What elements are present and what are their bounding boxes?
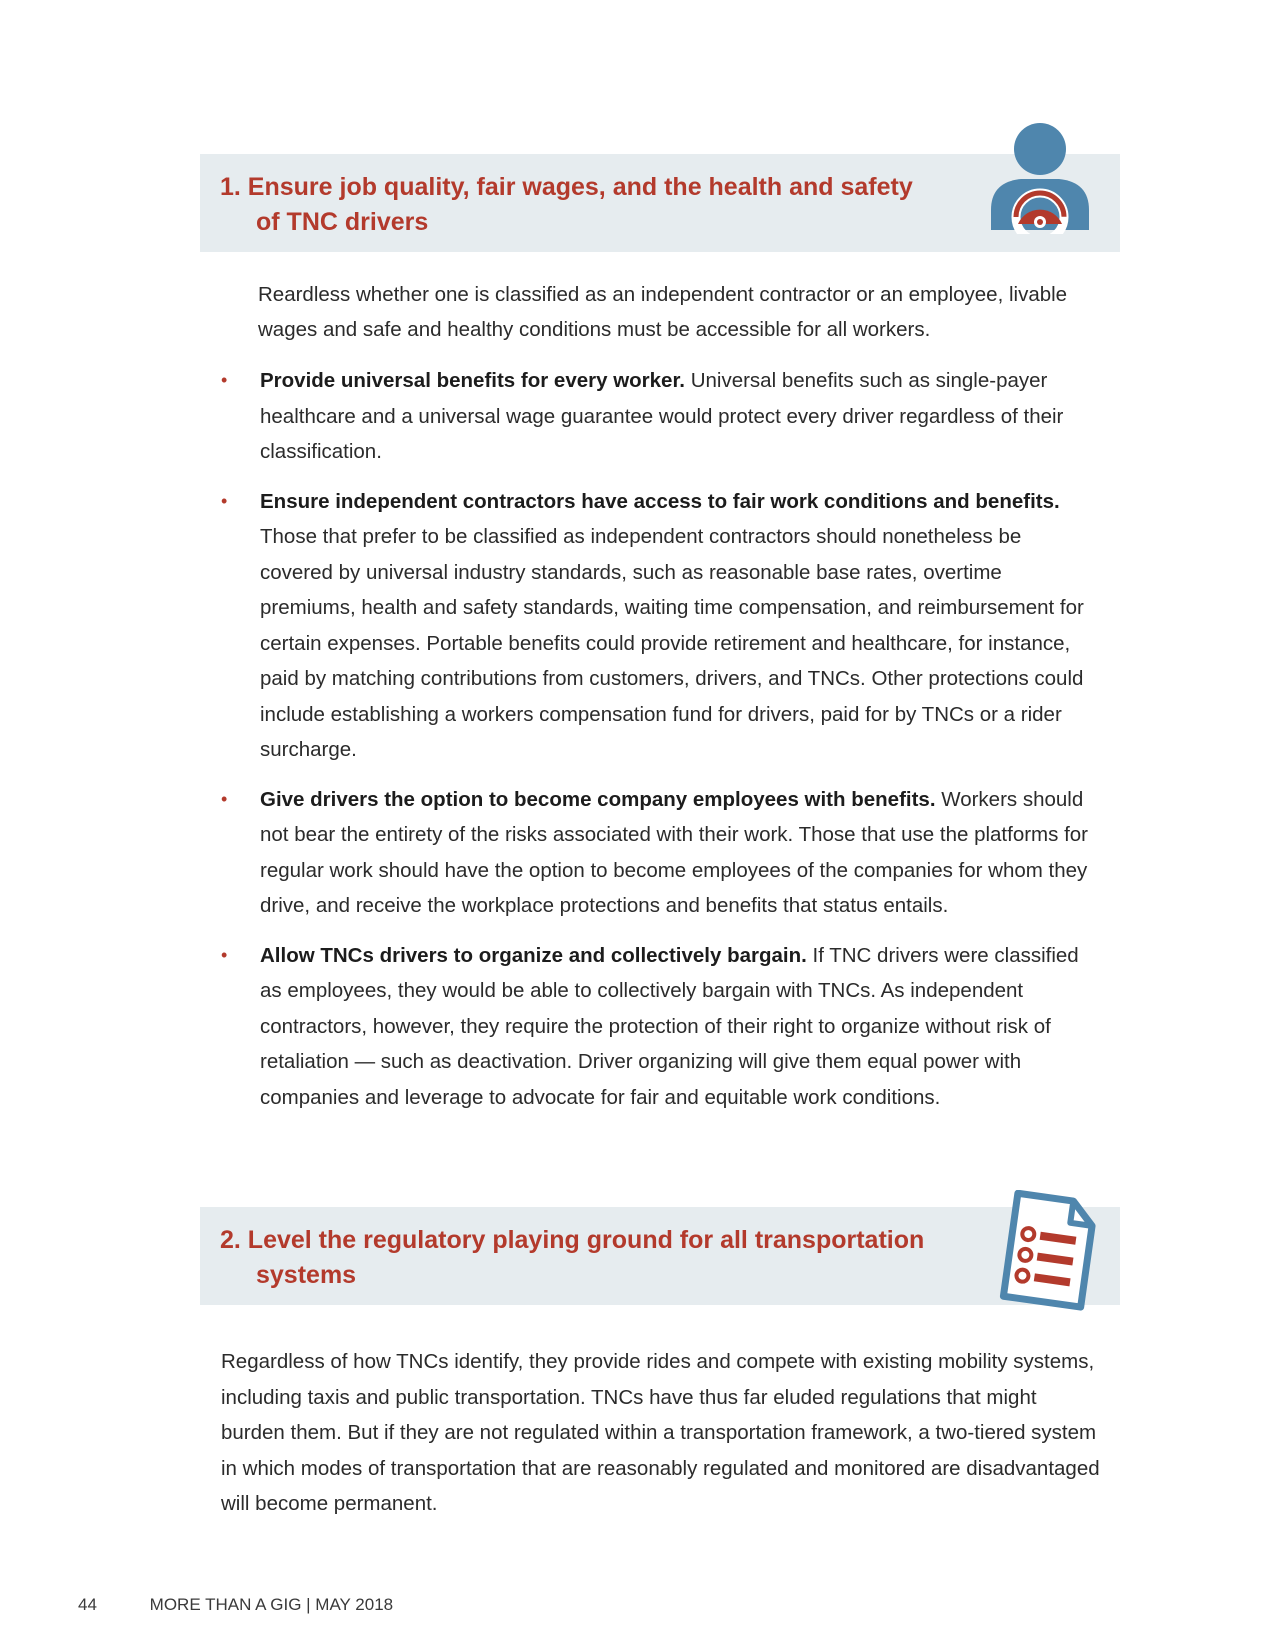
bullet-icon: • bbox=[221, 370, 228, 390]
section-1-intro: Reardless whether one is classified as an independent contractor or an employee, livable wages and safe and healthy conditions must be accessible for all workers. bbox=[258, 283, 1068, 341]
bullet-lead: Allow TNCs drivers to organize and collectively bargain. bbox=[260, 943, 807, 967]
section-2-title bbox=[220, 1223, 924, 1293]
bullet-icon: • bbox=[221, 944, 228, 965]
section-2-title-line1: 2. Level the regulatory playing ground for all transportation bbox=[220, 1226, 925, 1254]
checklist-document-icon bbox=[996, 1190, 1100, 1314]
bullet-text: Those that prefer to be classified as independent contractors should nonetheless be covered by universal industry standards, such as reasonable base rates, overtime premiums, health and safety standards, waiting time compensation, and reimbursement for certain expenses. Portable benefits could provide retirement and healthcare, for instance, paid by matching contributions from customers, drivers, and TNCs. Other protections could include establishing a workers compensation fund for drivers, paid for by TNCs or a rider surcharge. bbox=[260, 525, 1084, 761]
bullet-item bbox=[200, 938, 1090, 1116]
bullet-text: Universal benefits such as single-payer healthcare and a universal wage guarantee would protect every driver regardless of their classification. bbox=[260, 369, 1064, 463]
section-1-title bbox=[220, 170, 913, 240]
bullet-icon: • bbox=[221, 490, 228, 511]
section-2-title-line2: systems bbox=[256, 1261, 357, 1289]
bullet-text: Workers should not bear the entirety of the risks associated with their work. Those that use the platforms for regular work should have the option to become employees of the companies for whom they drive, and receive the workplace protections and benefits that status entails. bbox=[260, 787, 1088, 917]
section-2-header bbox=[200, 1207, 1120, 1305]
page-footer bbox=[78, 1595, 393, 1615]
bullet-icon: • bbox=[221, 788, 228, 809]
bullet-item bbox=[200, 484, 1090, 768]
section-1-title-line1: 1. Ensure job quality, fair wages, and the health and safety bbox=[220, 173, 913, 201]
bullet-lead: Provide universal benefits for every worker. bbox=[260, 369, 685, 392]
section-2-body: Regardless of how TNCs identify, they provide rides and compete with existing mobility systems, including taxis and public transportation. TNCs have thus far eluded regulations that might burden them. But if they are not regulated within a transportation framework, a two-tiered system in which modes of transportation that are reasonably regulated and monitored are disadvantaged will become permanent. bbox=[221, 1350, 1100, 1515]
bullet-item bbox=[200, 782, 1090, 924]
section-1-header bbox=[200, 154, 1120, 252]
driver-steering-wheel-icon bbox=[985, 122, 1095, 234]
bullet-lead: Ensure independent contractors have access to fair work conditions and benefits. bbox=[260, 489, 1060, 513]
page-number: 44 bbox=[78, 1595, 97, 1614]
section-1-title-line2: of TNC drivers bbox=[256, 208, 429, 236]
bullet-item bbox=[200, 363, 1090, 470]
publication-title: MORE THAN A GIG | MAY 2018 bbox=[149, 1595, 394, 1614]
bullet-lead: Give drivers the option to become company employees with benefits. bbox=[260, 787, 936, 811]
bullet-text: If TNC drivers were classified as employees, they would be able to collectively bargain with TNCs. As independent contractors, however, they require the protection of their right to organize without risk of retaliation — such as deactivation. Driver organizing will give them equal power with companies and leverage to advocate for fair and equitable work conditions. bbox=[260, 943, 1079, 1109]
section-1-bullet-list bbox=[200, 363, 1090, 1129]
